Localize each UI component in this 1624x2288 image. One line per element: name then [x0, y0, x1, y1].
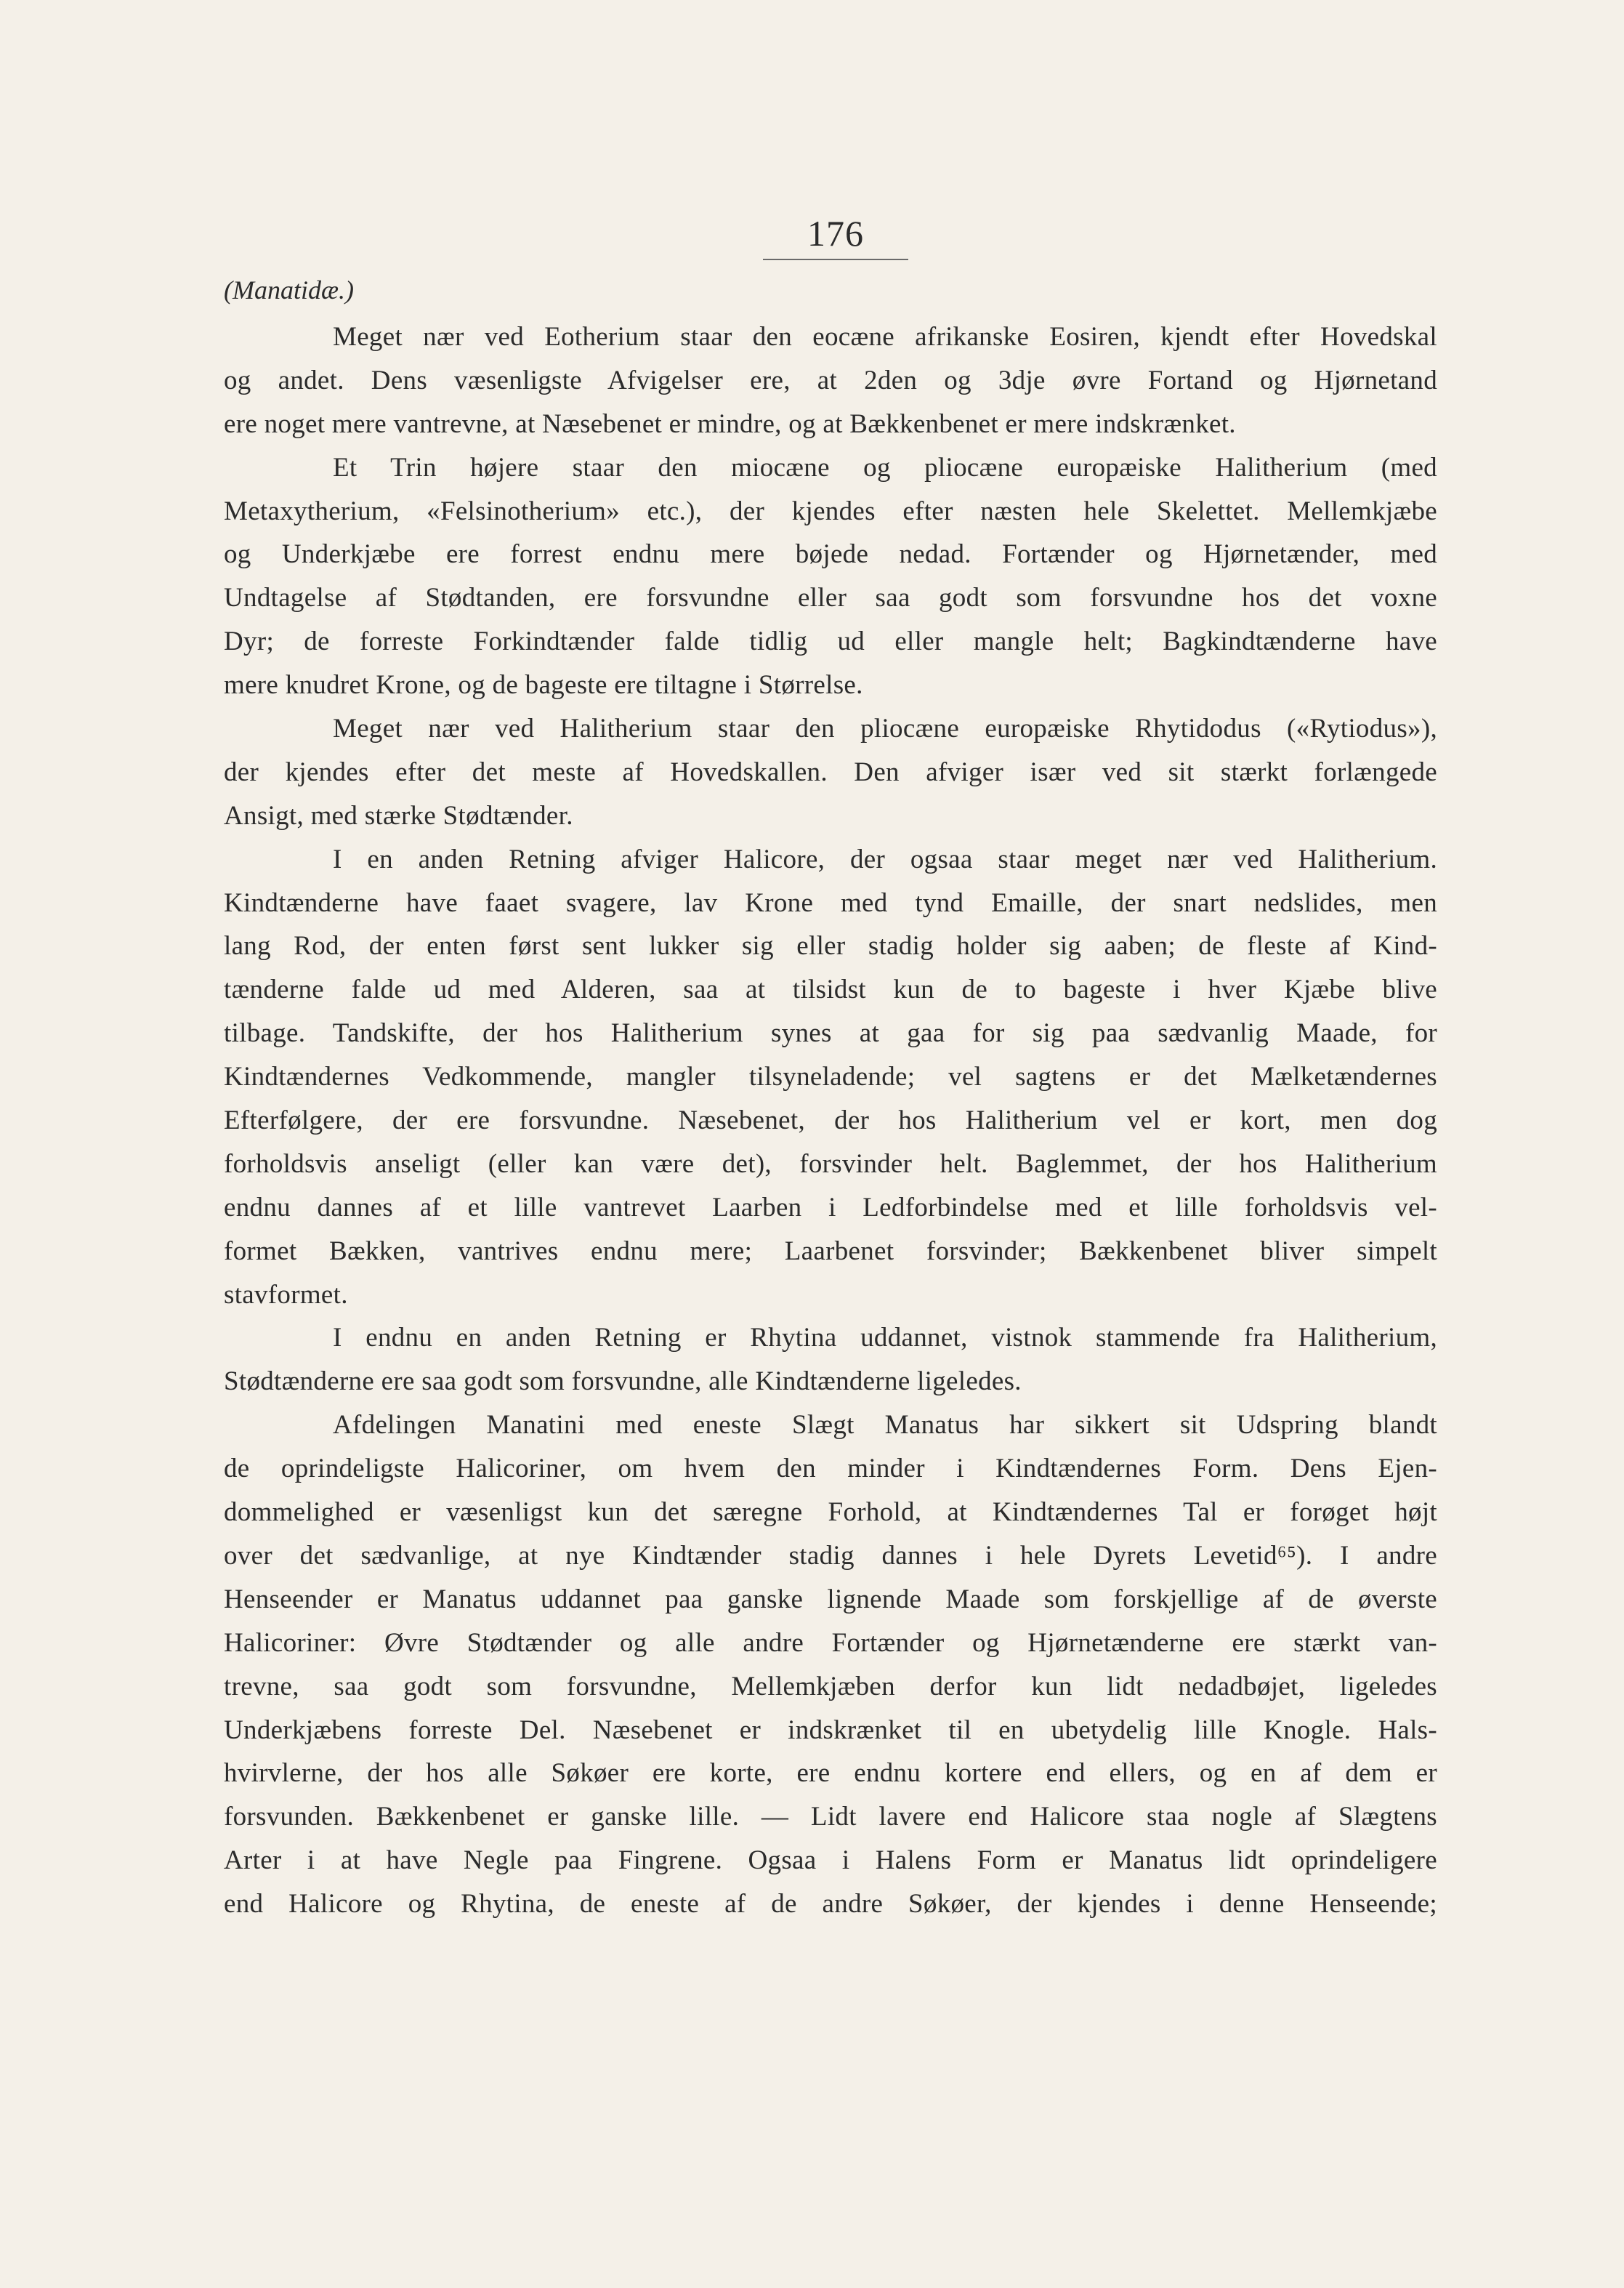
text-line: Kindtænderne have faaet svagere, lav Krone med tynd Emaille, der snart nedslides, men [224, 887, 1437, 918]
text-line: trevne, saa godt som forsvundne, Mellemkjæben derfor kun lidt nedadbøjet, ligeledes [224, 1671, 1437, 1701]
text-line: Meget nær ved Eotherium staar den eocæne afrikanske Eosiren, kjendt efter Hovedskal [333, 322, 1437, 352]
text-line: der kjendes efter det meste af Hovedskallen. Den afviger især ved sit stærkt forlængede [224, 757, 1437, 787]
text-line: over det sædvanlige, at nye Kindtænder stadig dannes i hele Dyrets Levetid⁶⁵). I andre [224, 1540, 1437, 1571]
text-line: Metaxytherium, «Felsinotherium» etc.), der kjendes efter næsten hele Skelettet. Mellemkjæbe [224, 496, 1437, 526]
text-line: Meget nær ved Halitherium staar den pliocæne europæiske Rhytidodus («Rytiodus»), [333, 714, 1437, 744]
text-line: Dyr; de forreste Forkindtænder falde tidlig ud eller mangle helt; Bagkindtænderne have [224, 627, 1437, 657]
text-line: mere knudret Krone, og de bageste ere tiltagne i Størrelse. [224, 670, 863, 701]
text-line: hvirvlerne, der hos alle Søkøer ere korte, ere endnu kortere end ellers, og en af dem er [224, 1758, 1437, 1789]
text-line: I en anden Retning afviger Halicore, der ogsaa staar meget nær ved Halitherium. [333, 844, 1437, 874]
text-line: forholdsvis anseligt (eller kan være det), forsvinder helt. Baglemmet, der hos Halitherium [224, 1148, 1437, 1179]
text-line: end Halicore og Rhytina, de eneste af de andre Søkøer, der kjendes i denne Henseende; [224, 1889, 1437, 1920]
text-line: lang Rod, der enten først sent lukker sig eller stadig holder sig aaben; de fleste af Kind- [224, 931, 1437, 962]
text-line: forsvunden. Bækkenbenet er ganske lille. — Lidt lavere end Halicore staa nogle af Slægtens [224, 1802, 1437, 1832]
text-line: og andet. Dens væsenligste Afvigelser ere, at 2den og 3dje øvre Fortand og Hjørnetand [224, 365, 1437, 395]
text-line: Kindtændernes Vedkommende, mangler tilsyneladende; vel sagtens er det Mælketændernes [224, 1062, 1437, 1092]
text-line: tilbage. Tandskifte, der hos Halitherium synes at gaa for sig paa sædvanlig Maade, for [224, 1018, 1437, 1049]
body-text [224, 315, 1437, 1926]
text-line: og Underkjæbe ere forrest endnu mere bøjede nedad. Fortænder og Hjørnetænder, med [224, 539, 1437, 570]
text-line: Ansigt, med stærke Stødtænder. [224, 800, 573, 831]
text-line: tænderne falde ud med Alderen, saa at tilsidst kun de to bageste i hver Kjæbe blive [224, 975, 1437, 1005]
text-line: Undtagelse af Stødtanden, ere forsvundne eller saa godt som forsvundne hos det voxne [224, 583, 1437, 613]
page-number-rule [763, 259, 908, 260]
text-line: Afdelingen Manatini med eneste Slægt Manatus har sikkert sit Udspring blandt [333, 1410, 1437, 1441]
text-line: I endnu en anden Retning er Rhytina uddannet, vistnok stammende fra Halitherium, [333, 1323, 1437, 1353]
page-number: 176 [807, 213, 864, 254]
section-label: (Manatidæ.) [224, 275, 354, 305]
text-line: de oprindeligste Halicoriner, om hvem den minder i Kindtændernes Form. Dens Ejen- [224, 1454, 1437, 1484]
text-line: dommelighed er væsenligst kun det særegne Forhold, at Kindtændernes Tal er forøget højt [224, 1497, 1437, 1528]
text-line: Henseender er Manatus uddannet paa ganske lignende Maade som forskjellige af de øverste [224, 1584, 1437, 1614]
text-line: Stødtænderne ere saa godt som forsvundne, alle Kindtænderne ligeledes. [224, 1366, 1022, 1397]
text-line: endnu dannes af et lille vantrevet Laarben i Ledforbindelse med et lille forholdsvis vel- [224, 1192, 1437, 1222]
text-line: ere noget mere vantrevne, at Næsebenet er mindre, og at Bækkenbenet er mere indskrænket. [224, 408, 1236, 439]
text-line: Et Trin højere staar den miocæne og pliocæne europæiske Halitherium (med [333, 452, 1437, 483]
text-line: Arter i at have Negle paa Fingrene. Ogsaa i Halens Form er Manatus lidt oprindeligere [224, 1845, 1437, 1876]
text-line: formet Bækken, vantrives endnu mere; Laarbenet forsvinder; Bækkenbenet bliver simpelt [224, 1236, 1437, 1266]
text-line: stavformet. [224, 1279, 348, 1310]
text-line: Halicoriner: Øvre Stødtænder og alle andre Fortænder og Hjørnetænderne ere stærkt van- [224, 1627, 1437, 1658]
text-line: Underkjæbens forreste Del. Næsebenet er indskrænket til en ubetydelig lille Knogle. Hals- [224, 1715, 1437, 1745]
text-line: Efterfølgere, der ere forsvundne. Næsebenet, der hos Halitherium vel er kort, men dog [224, 1105, 1437, 1136]
